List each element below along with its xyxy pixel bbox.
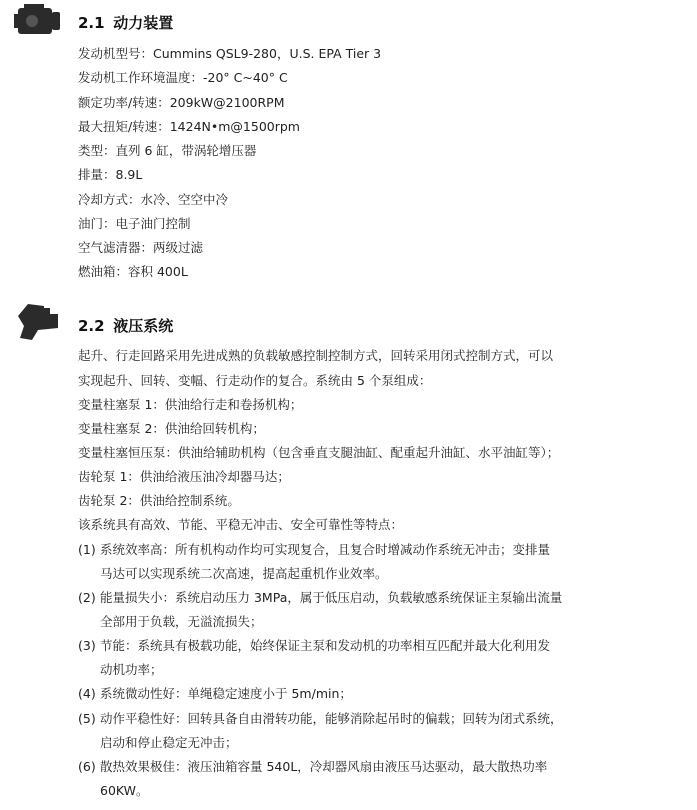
section-title: 液压系统	[113, 317, 174, 335]
item-text-cont: 全部用于负载，无溢流损失；	[100, 614, 263, 629]
item-number: (3)	[78, 638, 96, 653]
spec-line: 空气滤清器：两级过滤	[78, 240, 204, 255]
item-number: (5)	[78, 711, 96, 726]
pump-line: 变量柱塞恒压泵：供油给辅助机构（包含垂直支腿油缸、配重起升油缸、水平油缸等）；	[78, 445, 560, 460]
feature-item	[78, 759, 547, 775]
item-text: 节能：系统具有极载功能，始终保证主泵和发动机的功率相互匹配并最大化利用发	[100, 638, 551, 653]
item-number: (4)	[78, 686, 96, 701]
spec-line: 发动机工作环境温度：-20° C~40° C	[78, 70, 288, 85]
spec-line: 类型：直列 6 缸，带涡轮增压器	[78, 143, 257, 158]
item-text: 动作平稳性好：回转具备自由滑转功能，能够消除起吊时的偏载；回转为闭式系统，	[100, 711, 563, 726]
pump-line: 变量柱塞泵 1：供油给行走和卷扬机构；	[78, 397, 303, 412]
feature-item	[78, 686, 352, 702]
spec-line: 油门：电子油门控制	[78, 216, 191, 231]
feature-item	[78, 711, 563, 727]
intro-line: 起升、行走回路采用先进成熟的负载敏感控制控制方式，回转采用闭式控制方式，可以	[78, 348, 554, 363]
item-text-cont: 60KW。	[100, 783, 149, 798]
feature-item	[78, 638, 550, 654]
feature-item	[78, 590, 562, 606]
item-number: (6)	[78, 759, 96, 774]
features-intro: 该系统具有高效、节能、平稳无冲击、安全可靠性等特点：	[78, 517, 404, 532]
item-text: 能量损失小：系统启动压力 3MPa，属于低压启动，负载敏感系统保证主泵输出流量	[100, 590, 563, 605]
engine-icon	[12, 4, 62, 40]
pump-line: 变量柱塞泵 2：供油给回转机构；	[78, 421, 265, 436]
pump-line: 齿轮泵 2：供油给控制系统。	[78, 493, 240, 508]
item-text-cont: 动机功率；	[100, 662, 163, 677]
item-text: 散热效果极佳：液压油箱容量 540L，冷却器风扇由液压马达驱动，最大散热功率	[100, 759, 548, 774]
spec-line: 冷却方式：水冷、空空中冷	[78, 192, 229, 207]
spec-line: 燃油箱：容积 400L	[78, 264, 188, 279]
item-number: (2)	[78, 590, 96, 605]
section-number: 2.1	[78, 14, 105, 32]
spec-line: 排量：8.9L	[78, 167, 143, 182]
item-text: 系统效率高：所有机构动作均可实现复合，且复合时增减动作系统无冲击；变排量	[100, 542, 551, 557]
pump-line: 齿轮泵 1：供油给液压油冷却器马达；	[78, 469, 290, 484]
hydraulic-cylinder-icon	[14, 300, 64, 342]
spec-line: 额定功率/转速：209kW@2100RPM	[78, 95, 285, 110]
item-text-cont: 马达可以实现系统二次高速，提高起重机作业效率。	[100, 566, 388, 581]
item-text: 系统微动性好：单绳稳定速度小于 5m/min；	[100, 686, 352, 701]
section-heading-power	[78, 12, 173, 33]
section-title: 动力装置	[113, 14, 174, 32]
spec-line: 最大扭矩/转速：1424N•m@1500rpm	[78, 119, 300, 134]
spec-line: 发动机型号：Cummins QSL9-280，U.S. EPA Tier 3	[78, 46, 382, 61]
item-text-cont: 启动和停止稳定无冲击；	[100, 735, 238, 750]
section-number: 2.2	[78, 317, 105, 335]
section-heading-hydraulic	[78, 315, 173, 336]
feature-item	[78, 542, 550, 558]
item-number: (1)	[78, 542, 96, 557]
intro-line: 实现起升、回转、变幅、行走动作的复合。系统由 5 个泵组成：	[78, 373, 432, 388]
